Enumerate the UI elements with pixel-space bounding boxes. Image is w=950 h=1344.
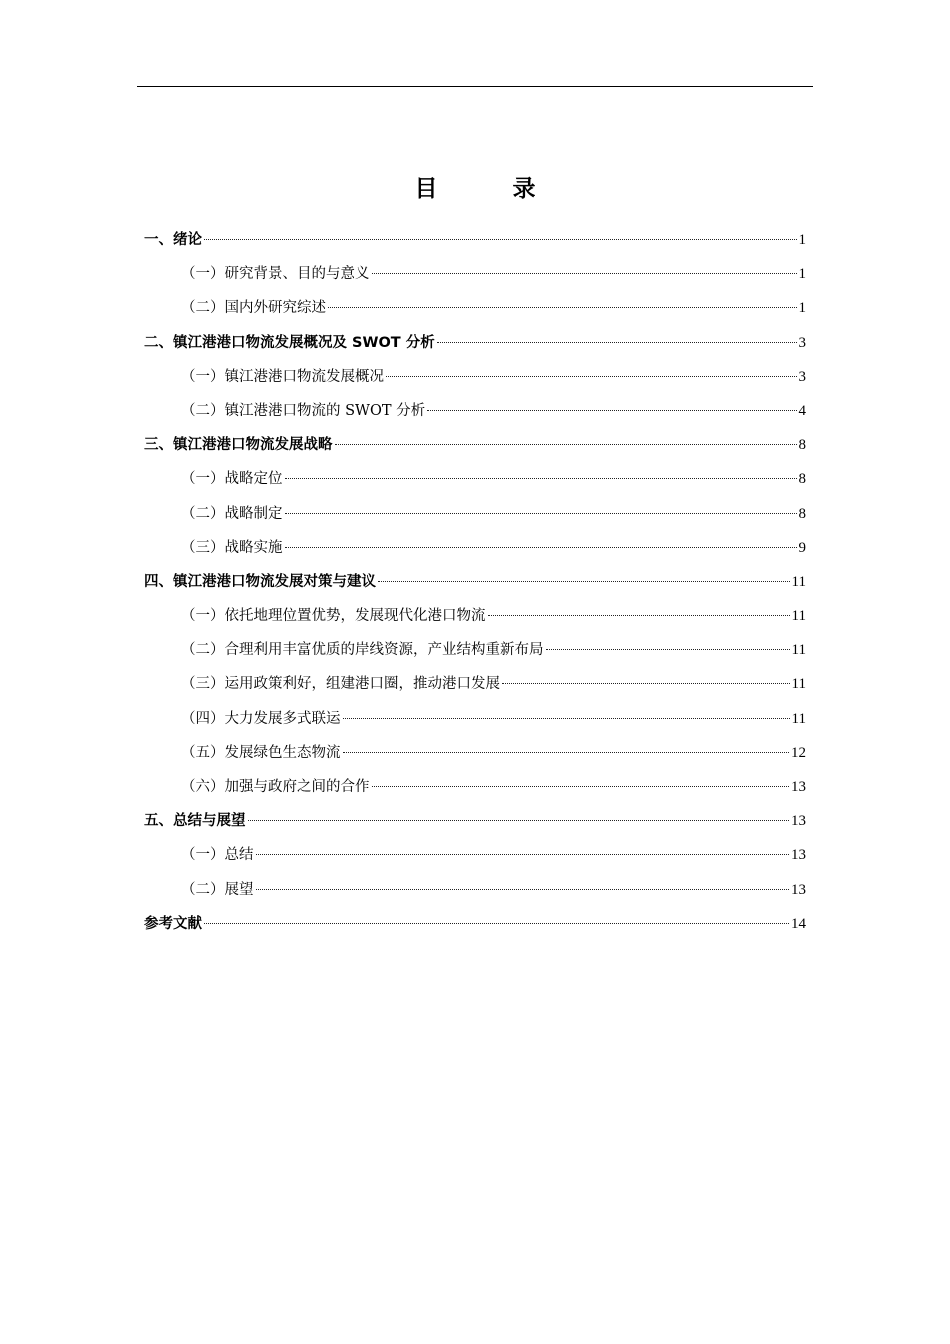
toc-section-entry[interactable] <box>144 770 806 804</box>
toc-page-number: 1 <box>798 232 806 248</box>
toc-dot-leader <box>378 581 790 582</box>
toc-dot-leader <box>546 649 790 650</box>
toc-chapter-entry[interactable] <box>144 565 806 599</box>
toc-page-number: 3 <box>798 334 806 351</box>
toc-dot-leader <box>204 239 797 240</box>
toc-section-entry[interactable] <box>144 736 806 770</box>
toc-entry-label: （一）研究背景、目的与意义 <box>181 266 370 283</box>
toc-section-entry[interactable] <box>144 599 806 633</box>
toc-page-number: 13 <box>791 813 806 830</box>
toc-entry-label: 参考文献 <box>144 915 202 932</box>
toc-dot-leader <box>285 547 797 548</box>
toc-entry-label: （二）国内外研究综述 <box>181 300 326 317</box>
toc-entry-label: （二）镇江港港口物流的 SWOT 分析 <box>181 402 426 419</box>
toc-dot-leader <box>256 889 790 890</box>
toc-page-number: 8 <box>798 471 806 488</box>
toc-entry-label: （一）总结 <box>181 847 254 864</box>
toc-entry-label: 三、镇江港港口物流发展战略 <box>144 437 333 454</box>
toc-section-entry[interactable] <box>144 462 806 496</box>
toc-entry-label: 四、镇江港港口物流发展对策与建议 <box>144 573 376 590</box>
toc-page-number: 3 <box>798 368 806 385</box>
toc-page-number: 8 <box>798 505 806 522</box>
toc-dot-leader <box>256 854 790 855</box>
toc-section-entry[interactable] <box>144 667 806 701</box>
toc-entry-label: （一）依托地理位置优势，发展现代化港口物流 <box>181 608 486 625</box>
toc-entry-label: （四）大力发展多式联运 <box>181 710 341 727</box>
toc-dot-leader <box>372 786 790 787</box>
toc-page-number: 11 <box>791 710 806 727</box>
toc-entry-label: （二）战略制定 <box>181 505 283 522</box>
toc-chapter-entry[interactable] <box>144 223 806 257</box>
toc-dot-leader <box>328 307 797 308</box>
toc-chapter-entry[interactable] <box>144 428 806 462</box>
toc-dot-leader <box>248 820 790 821</box>
page-title: 目 录 <box>414 176 562 203</box>
toc-entry-label: （三）战略实施 <box>181 539 283 556</box>
toc-dot-leader <box>343 752 790 753</box>
toc-page-number: 4 <box>798 402 806 419</box>
toc-page-number: 9 <box>798 539 806 556</box>
toc-section-entry[interactable] <box>144 702 806 736</box>
toc-page-number: 11 <box>791 642 806 659</box>
toc-section-entry[interactable] <box>144 257 806 291</box>
toc-page-number: 1 <box>798 300 806 317</box>
toc-chapter-entry[interactable] <box>144 804 806 838</box>
toc-entry-label: （六）加强与政府之间的合作 <box>181 779 370 795</box>
toc-section-entry[interactable] <box>144 360 806 394</box>
toc-entry-label: （一）镇江港港口物流发展概况 <box>181 368 384 385</box>
toc-page-number: 12 <box>791 744 806 761</box>
toc-page-number: 11 <box>791 608 806 625</box>
toc-dot-leader <box>285 513 797 514</box>
toc-entry-label: 二、镇江港港口物流发展概况及 SWOT 分析 <box>144 334 435 351</box>
toc-dot-leader <box>204 923 789 924</box>
toc-dot-leader <box>427 410 796 411</box>
toc-entry-label: （一）战略定位 <box>181 471 283 488</box>
toc-section-entry[interactable] <box>144 838 806 872</box>
toc-entry-label: 一、绪论 <box>144 232 202 248</box>
toc-page-number: 14 <box>791 915 806 932</box>
toc-page-number: 13 <box>791 779 806 795</box>
toc-section-entry[interactable] <box>144 497 806 531</box>
toc-section-entry[interactable] <box>144 873 806 907</box>
toc-page-number: 13 <box>791 847 806 864</box>
toc-dot-leader <box>488 615 790 616</box>
toc-page-number: 1 <box>798 266 806 283</box>
toc-page-number: 13 <box>791 881 806 898</box>
toc-section-entry[interactable] <box>144 291 806 325</box>
toc-entry-label: （二）合理利用丰富优质的岸线资源，产业结构重新布局 <box>181 642 544 659</box>
toc-chapter-entry[interactable] <box>144 326 806 360</box>
toc-entry-label: （三）运用政策利好，组建港口圈，推动港口发展 <box>181 676 500 693</box>
toc-entry-label: （二）展望 <box>181 881 254 898</box>
toc-section-entry[interactable] <box>144 633 806 667</box>
toc-dot-leader <box>335 444 797 445</box>
toc-dot-leader <box>285 478 797 479</box>
toc-page-number: 8 <box>798 437 806 454</box>
toc-dot-leader <box>343 718 790 719</box>
toc-entry-label: 五、总结与展望 <box>144 813 246 830</box>
table-of-contents <box>144 223 806 941</box>
toc-dot-leader <box>502 683 790 684</box>
toc-page-number: 11 <box>791 676 806 693</box>
toc-section-entry[interactable] <box>144 531 806 565</box>
toc-dot-leader <box>386 376 797 377</box>
toc-dot-leader <box>372 273 797 274</box>
toc-chapter-entry[interactable] <box>144 907 806 941</box>
header-rule <box>137 86 813 87</box>
toc-entry-label: （五）发展绿色生态物流 <box>181 744 341 761</box>
toc-dot-leader <box>437 342 797 343</box>
toc-page-number: 11 <box>791 573 806 590</box>
toc-section-entry[interactable] <box>144 394 806 428</box>
